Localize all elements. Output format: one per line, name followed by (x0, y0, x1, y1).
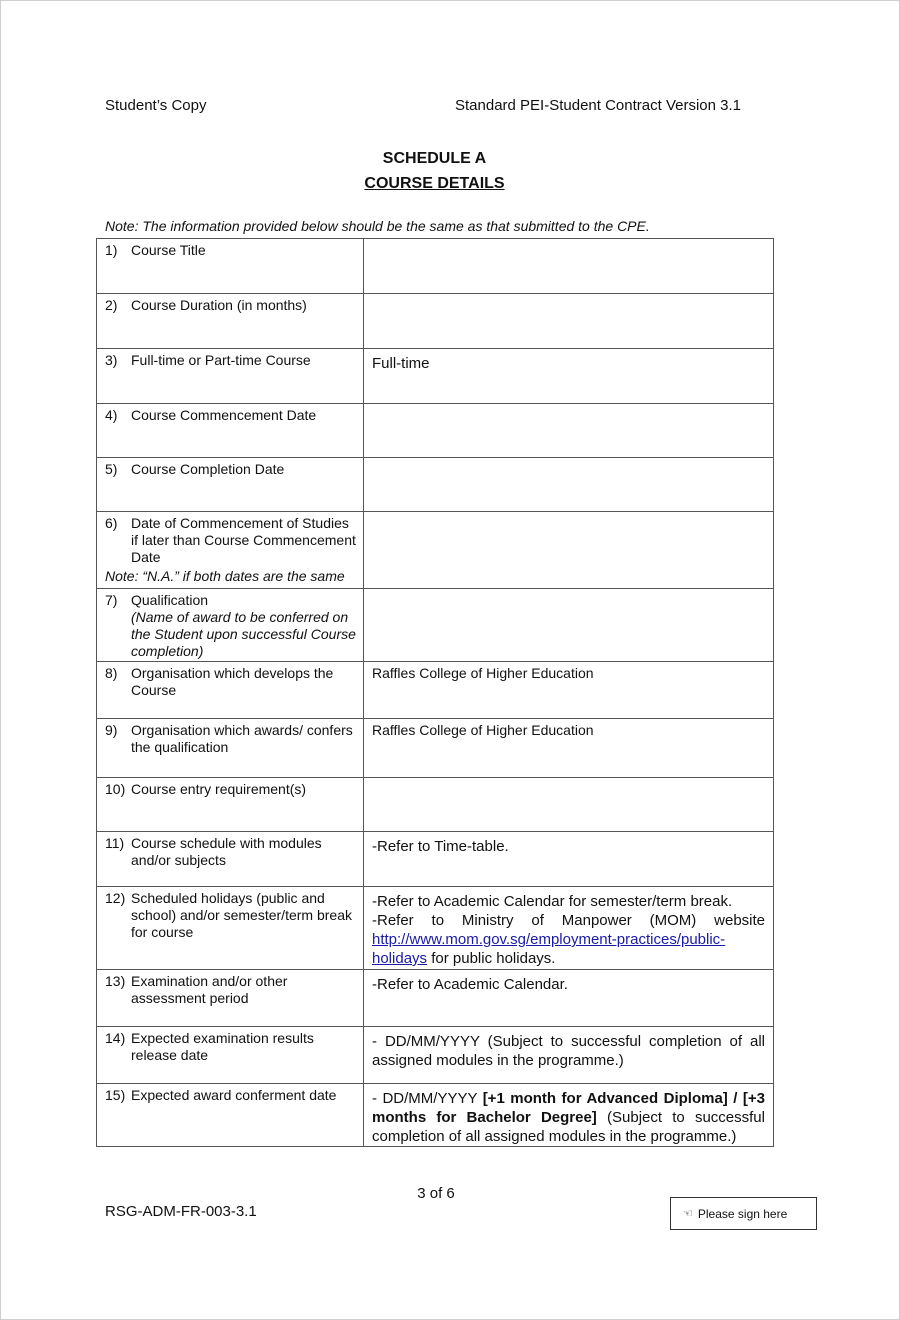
row-value[interactable] (364, 589, 773, 594)
sign-here-button[interactable] (670, 1197, 817, 1230)
sign-label: Please sign here (697, 1206, 788, 1221)
pointing-hand-icon: ☜ (683, 1208, 693, 1220)
row-value[interactable] (364, 778, 773, 783)
table-row (97, 778, 774, 832)
conferment-condition: (Subject to successful completion of all assigned modules in the programme.) (372, 1109, 765, 1145)
table-row (97, 662, 774, 719)
row-number: 10) (105, 781, 126, 797)
row-value[interactable] (364, 239, 773, 244)
table-row (97, 589, 774, 662)
table-row (97, 1084, 774, 1147)
course-details-table (96, 238, 774, 1147)
row-number: 3) (105, 352, 118, 368)
row-label: Expected award conferment date (131, 1087, 337, 1103)
table-row (97, 970, 774, 1027)
row-number: 9) (105, 722, 118, 738)
row-label-italic: (Name of award to be conferred on the Student upon successful Course completion) (131, 609, 356, 659)
table-row (97, 719, 774, 778)
form-code: RSG-ADM-FR-003-3.1 (105, 1203, 257, 1220)
row-value[interactable] (364, 458, 773, 463)
row-number: 1) (105, 242, 118, 258)
holiday-line-tail: for public holidays. (427, 950, 556, 967)
table-row (97, 512, 774, 589)
row-value[interactable] (364, 512, 773, 517)
row-label: Course Title (131, 242, 206, 258)
row-value[interactable]: Raffles College of Higher Education (372, 722, 594, 738)
row-number: 12) (105, 890, 126, 906)
row-label: Course Commencement Date (131, 407, 317, 423)
row-number: 15) (105, 1087, 126, 1103)
row-label: Date of Commencement of Studies if later than Course Commencement Date (131, 515, 356, 565)
row-label: Organisation which awards/ confers the qualification (131, 722, 353, 755)
row-number: 11) (105, 835, 125, 851)
row-value[interactable]: Raffles College of Higher Education (372, 665, 594, 681)
conferment-date: - DD/MM/YYYY (372, 1090, 483, 1107)
row-value[interactable] (364, 1084, 773, 1146)
row-note: Note: “N.A.” if both dates are the same (105, 568, 345, 584)
table-row (97, 349, 774, 404)
row-value[interactable] (364, 404, 773, 409)
mom-holidays-link[interactable]: http://www.mom.gov.sg/employment-practices/public-holidays (372, 931, 726, 967)
row-label: Course entry requirement(s) (131, 781, 307, 797)
holiday-line-1: -Refer to Academic Calendar for semester/term break. (372, 893, 733, 910)
info-note: Note: The information provided below should be the same as that submitted to the CPE. (105, 218, 650, 234)
row-number: 13) (105, 973, 126, 989)
table-row (97, 1027, 774, 1084)
row-value[interactable] (364, 294, 773, 299)
row-value[interactable]: -Refer to Time-table. (372, 838, 509, 855)
row-number: 7) (105, 592, 118, 608)
row-value[interactable]: Full-time (372, 355, 430, 372)
row-number: 8) (105, 665, 118, 681)
row-label: Course Duration (in months) (131, 297, 307, 313)
row-label: Course Completion Date (131, 461, 285, 477)
page-number: 3 of 6 (417, 1185, 455, 1202)
holiday-line-2: -Refer to Ministry of Manpower (MOM) website (372, 912, 765, 929)
row-label: Course schedule with modules and/or subjects (131, 835, 322, 868)
table-row (97, 832, 774, 887)
contract-version: Standard PEI-Student Contract Version 3.1 (455, 97, 742, 114)
copy-label: Student’s Copy (105, 97, 207, 114)
row-number: 14) (105, 1030, 126, 1046)
row-label: Full-time or Part-time Course (131, 352, 311, 368)
row-label: Examination and/or other assessment period (131, 973, 288, 1006)
table-row (97, 294, 774, 349)
row-label: Expected examination results release date (131, 1030, 314, 1063)
table-row (97, 458, 774, 512)
row-value[interactable]: - DD/MM/YYYY (Subject to successful completion of all assigned modules in the programme.) (372, 1033, 765, 1069)
row-value[interactable]: -Refer to Academic Calendar. (372, 976, 568, 993)
schedule-title: SCHEDULE A (382, 150, 487, 167)
row-label: Qualification (131, 592, 209, 608)
table-row (97, 239, 774, 294)
row-number: 6) (105, 515, 118, 531)
row-label: Organisation which develops the Course (131, 665, 334, 698)
row-number: 2) (105, 297, 118, 313)
row-value (364, 887, 773, 968)
table-row (97, 887, 774, 970)
section-title: COURSE DETAILS (364, 175, 505, 192)
table-row (97, 404, 774, 458)
row-number: 5) (105, 461, 118, 477)
conferment-offset: [+1 month for Advanced Diploma] / [+3 months for Bachelor Degree] (372, 1090, 765, 1126)
row-number: 4) (105, 407, 118, 423)
row-label: Scheduled holidays (public and school) and/or semester/term break for course (131, 890, 352, 940)
